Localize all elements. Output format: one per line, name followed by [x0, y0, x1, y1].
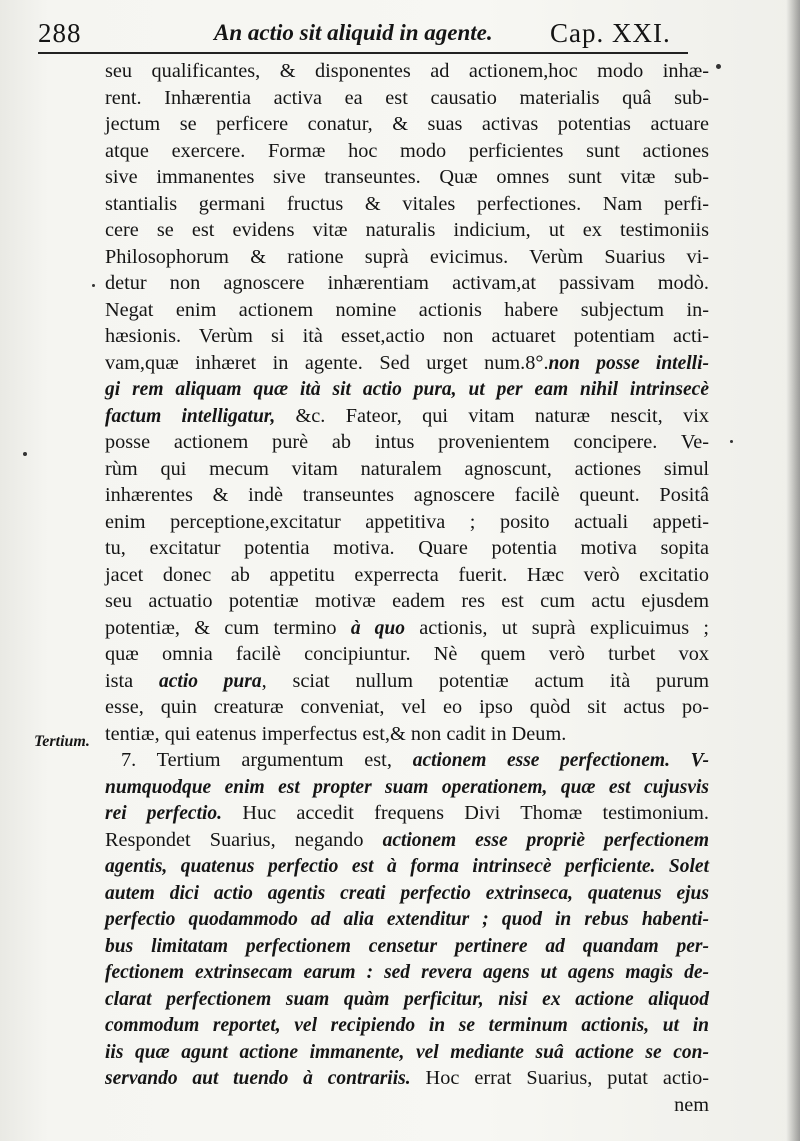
- margin-note: Tertium.: [34, 733, 90, 750]
- text-segment: Philosophorum & ratione suprà evicimus. Verùm Suarius vi-: [105, 245, 709, 268]
- text-segment: enim perceptione,excitatur appetitiva ; posito actuali appeti-: [105, 510, 709, 533]
- text-line: [105, 615, 709, 642]
- text-line: [105, 138, 709, 165]
- text-line: [105, 58, 709, 85]
- text-line: [105, 429, 709, 456]
- text-line: [105, 986, 709, 1013]
- text-segment: detur non agnoscere inhærentiam activam,at passivam modò.: [105, 272, 709, 294]
- text-segment: nem: [674, 1093, 709, 1116]
- text-line: [105, 111, 709, 138]
- text-line: [105, 244, 709, 271]
- text-segment: tu, excitatur potentia motiva. Quare potentia motiva sopita: [105, 537, 709, 559]
- text-line: [105, 85, 709, 112]
- text-line: [105, 191, 709, 218]
- text-segment: actionis, ut suprà explicuimus ;: [405, 616, 710, 639]
- text-line: [105, 562, 709, 589]
- page-edge-shadow: [786, 0, 800, 1141]
- italic-text: gi rem aliquam quæ ità sit actio pura, ut per eam nihil intrinsecè: [105, 379, 709, 400]
- text-line: [105, 694, 709, 721]
- text-segment: Hoc errat Suarius, putat actio-: [410, 1067, 709, 1089]
- text-line: [105, 933, 709, 960]
- text-segment: atque exercere. Formæ hoc modo perficientes sunt actiones: [105, 139, 709, 162]
- text-segment: posse actionem purè ab intus provenientem concipere. Ve-: [105, 431, 709, 453]
- italic-text: commodum reportet, vel recipiendo in se terminum actionis, ut in: [105, 1015, 709, 1036]
- text-segment: stantialis germani fructus & vitales perfectiones. Nam perfi-: [105, 192, 709, 215]
- text-segment: cere se est evidens vitæ naturalis indicium, ut ex testimoniis: [105, 219, 709, 241]
- text-line: [105, 747, 709, 774]
- ink-speck: [716, 64, 721, 69]
- text-segment: hæsionis. Verùm si ità esset,actio non actuaret potentiam acti-: [105, 325, 709, 347]
- italic-text: agentis, quatenus perfectio est à forma intrinsecè perficiente. Solet: [105, 856, 709, 877]
- text-line: [105, 827, 709, 854]
- italic-text: rei perfectio.: [105, 803, 223, 824]
- text-line: [105, 509, 709, 536]
- italic-text: actio pura: [159, 670, 262, 692]
- text-segment: rùm qui mecum vitam naturalem agnoscunt, actiones simul: [105, 457, 709, 480]
- text-line: [105, 270, 709, 297]
- italic-text: factum intelligatur,: [105, 405, 276, 427]
- italic-text: non posse intelli-: [548, 352, 709, 374]
- text-segment: jectum se perficere conatur, & suas activas potentias actuare: [105, 113, 709, 135]
- text-line: [105, 482, 709, 509]
- ink-speck: [23, 452, 27, 456]
- text-line: [105, 297, 709, 324]
- text-segment: potentiæ, & cum termino: [105, 616, 351, 639]
- body-text: [105, 58, 709, 1118]
- running-head: [38, 18, 688, 54]
- text-line: [105, 880, 709, 907]
- text-segment: Respondet Suarius, negando: [105, 828, 383, 851]
- page-number: 288: [38, 18, 82, 48]
- text-line: [105, 217, 709, 244]
- text-segment: ista: [105, 669, 160, 692]
- text-line: [105, 323, 709, 350]
- italic-text: perfectio quodammodo ad alia extenditur ; quod in rebus habenti-: [105, 909, 709, 930]
- text-segment: seu qualificantes, & disponentes ad actionem,hoc modo inhæ-: [105, 60, 709, 82]
- text-line: [105, 959, 709, 986]
- text-line: [105, 774, 709, 801]
- italic-text: à quo: [350, 617, 405, 639]
- text-line: [105, 164, 709, 191]
- text-segment: tentiæ, qui eatenus imperfectus est,& non cadit in Deum.: [105, 722, 567, 745]
- text-segment: vam,quæ inhæret in agente. Sed urget num.8°.: [105, 351, 549, 374]
- text-segment: 7. Tertium argumentum est,: [121, 749, 413, 771]
- running-title: An actio sit aliquid in agente.: [214, 20, 493, 45]
- italic-text: clarat perfectionem suam quàm perficitur, nisi ex actione aliquod: [105, 988, 709, 1010]
- text-segment: inhærentes & indè transeuntes agnoscere facilè queunt. Positâ: [105, 484, 709, 506]
- text-line: [105, 588, 709, 615]
- italic-text: actionem esse propriè perfectionem: [382, 829, 709, 851]
- text-line: [105, 350, 709, 377]
- italic-text: numquodque enim est propter suam operationem, quæ est cujusvis: [105, 776, 709, 798]
- text-segment: jacet donec ab appetitu experrecta fuerit. Hæc verò excitatio: [105, 563, 709, 586]
- italic-text: bus limitatam perfectionem censetur pertinere ad quandam per-: [105, 935, 709, 957]
- text-line: [105, 800, 709, 827]
- italic-text: autem dici actio agentis creati perfectio extrinseca, quatenus ejus: [105, 882, 709, 904]
- text-segment: &c. Fateor, qui vitam naturæ nescit, vix: [275, 404, 709, 427]
- text-line: [105, 535, 709, 562]
- ink-speck: [92, 284, 95, 287]
- italic-text: actionem esse perfectionem. V-: [412, 750, 710, 771]
- chapter-label: Cap. XXI.: [550, 18, 671, 48]
- text-segment: Huc accedit frequens Divi Thomæ testimonium.: [222, 802, 710, 824]
- text-line: [105, 403, 709, 430]
- text-segment: Negat enim actionem nomine actionis habere subjectum in-: [105, 298, 709, 321]
- text-line: [105, 721, 709, 748]
- italic-text: iis quæ agunt actione immanente, vel mediante suâ actione se con-: [105, 1041, 709, 1063]
- ink-speck: [730, 440, 733, 443]
- text-line: [105, 1092, 709, 1119]
- text-line: [105, 1012, 709, 1039]
- text-line: [105, 668, 709, 695]
- text-segment: rent. Inhærentia activa ea est causatio materialis quâ sub-: [105, 86, 709, 109]
- text-line: [105, 641, 709, 668]
- italic-text: fectionem extrinsecam earum : sed revera agens ut agens magis de-: [105, 962, 709, 983]
- italic-text: servando aut tuendo à contrariis.: [105, 1068, 411, 1089]
- text-segment: sive immanentes sive transeuntes. Quæ omnes sunt vitæ sub-: [105, 166, 709, 188]
- text-line: [105, 376, 709, 403]
- text-segment: seu actuatio potentiæ motivæ eadem res est cum actu ejusdem: [105, 590, 709, 612]
- text-line: [105, 1039, 709, 1066]
- text-segment: , sciat nullum potentiæ actum ità purum: [261, 669, 709, 692]
- text-line: [105, 456, 709, 483]
- text-line: [105, 906, 709, 933]
- text-segment: quæ omnia facilè concipiuntur. Nè quem verò turbet vox: [105, 643, 709, 665]
- text-line: [105, 853, 709, 880]
- text-line: [105, 1065, 709, 1092]
- text-segment: esse, quin creaturæ conveniat, vel eo ipso quòd sit actus po-: [105, 696, 709, 718]
